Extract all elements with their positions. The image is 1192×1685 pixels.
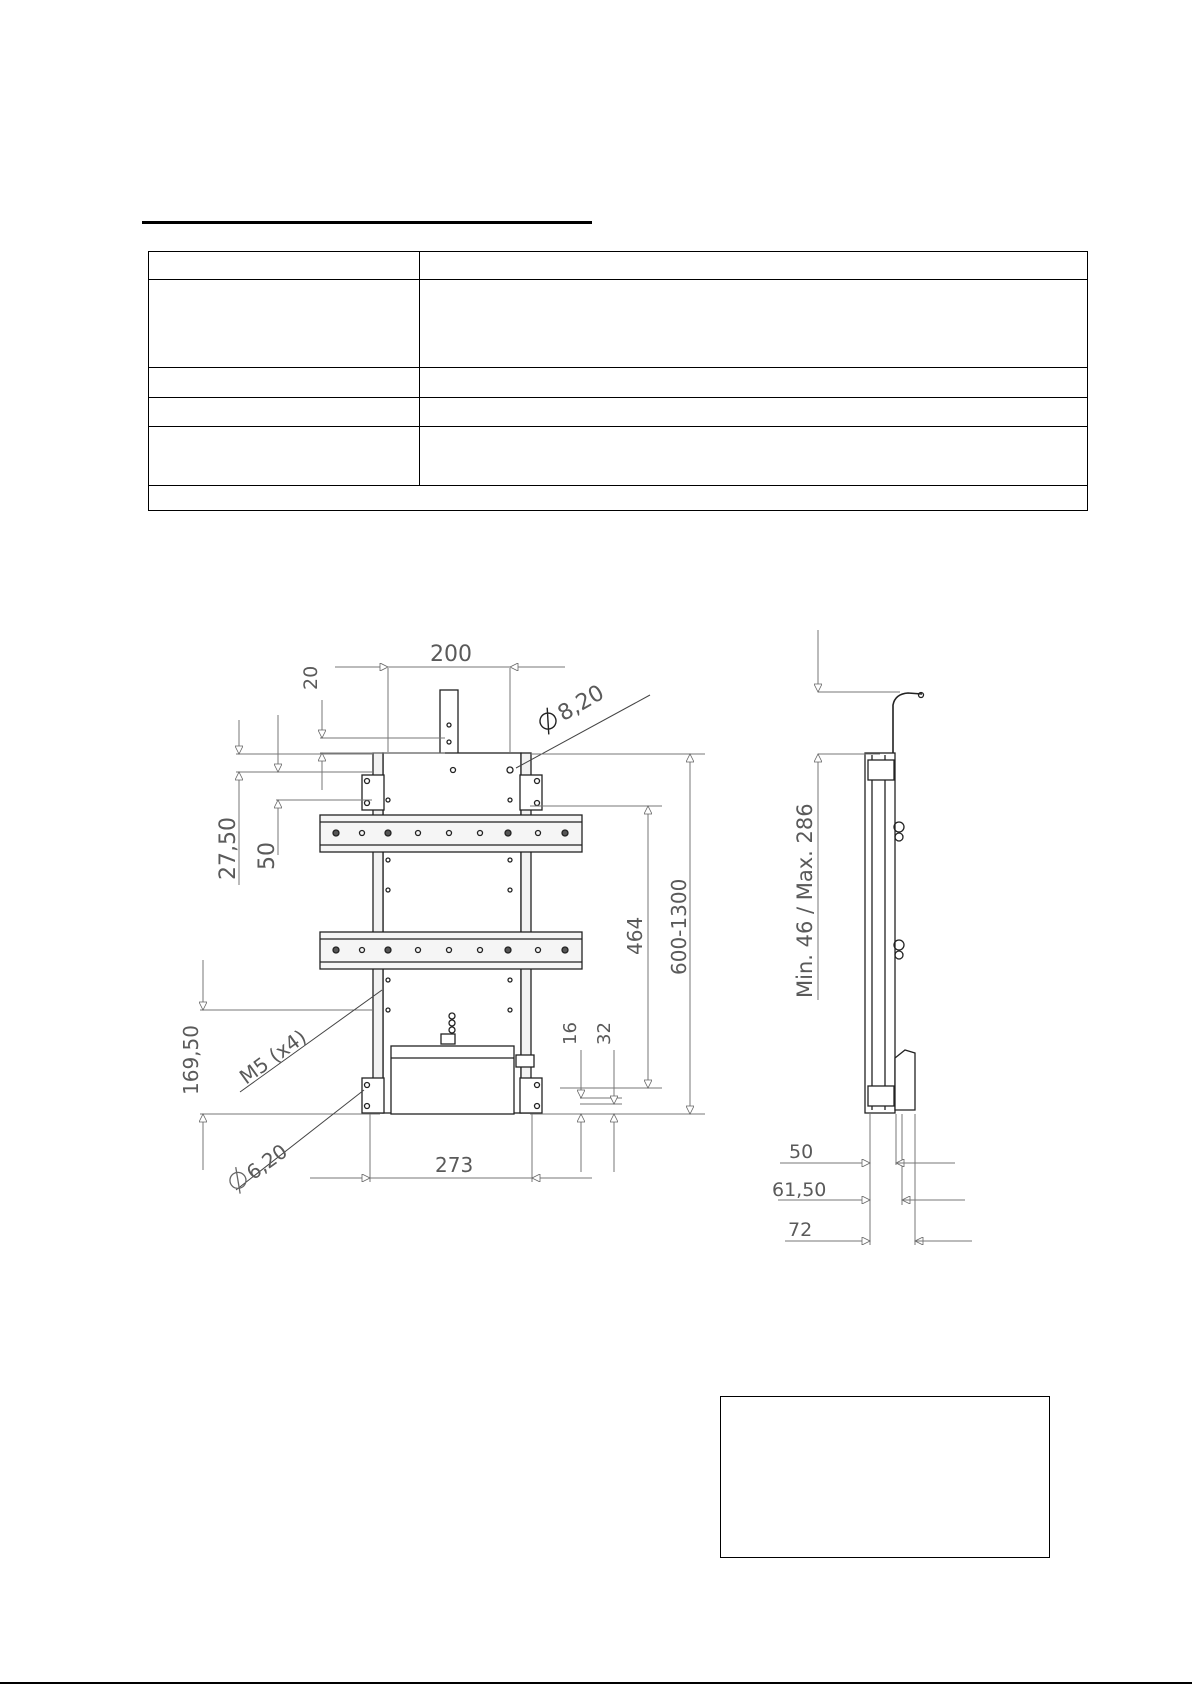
page-bottom-rule — [0, 1682, 1192, 1684]
dim-m5: M5 (x4) — [234, 1024, 311, 1090]
note-box — [720, 1396, 1050, 1558]
dim-200: 200 — [430, 642, 472, 667]
dim-600-1300: 600-1300 — [667, 878, 691, 975]
dim-16: 16 — [560, 1022, 581, 1045]
dim-hole-small — [224, 1137, 291, 1196]
dim-50-front: 50 — [255, 842, 280, 870]
dim-72: 72 — [788, 1219, 813, 1241]
dim-61-50: 61,50 — [772, 1179, 827, 1201]
dim-8-20: 8,20 — [553, 680, 609, 727]
dim-464: 464 — [623, 916, 647, 955]
dim-hole-large — [535, 680, 609, 738]
dim-273: 273 — [435, 1153, 474, 1177]
dim-min-max: Min. 46 / Max. 286 — [793, 803, 817, 998]
dim-27-50: 27,50 — [216, 817, 241, 880]
dim-169-50: 169,50 — [179, 1025, 203, 1095]
dim-20: 20 — [300, 665, 322, 690]
dim-32: 32 — [594, 1022, 615, 1045]
dim-6-20: 6,20 — [241, 1139, 292, 1185]
side-view — [865, 693, 924, 1114]
dim-50-side: 50 — [789, 1141, 814, 1163]
